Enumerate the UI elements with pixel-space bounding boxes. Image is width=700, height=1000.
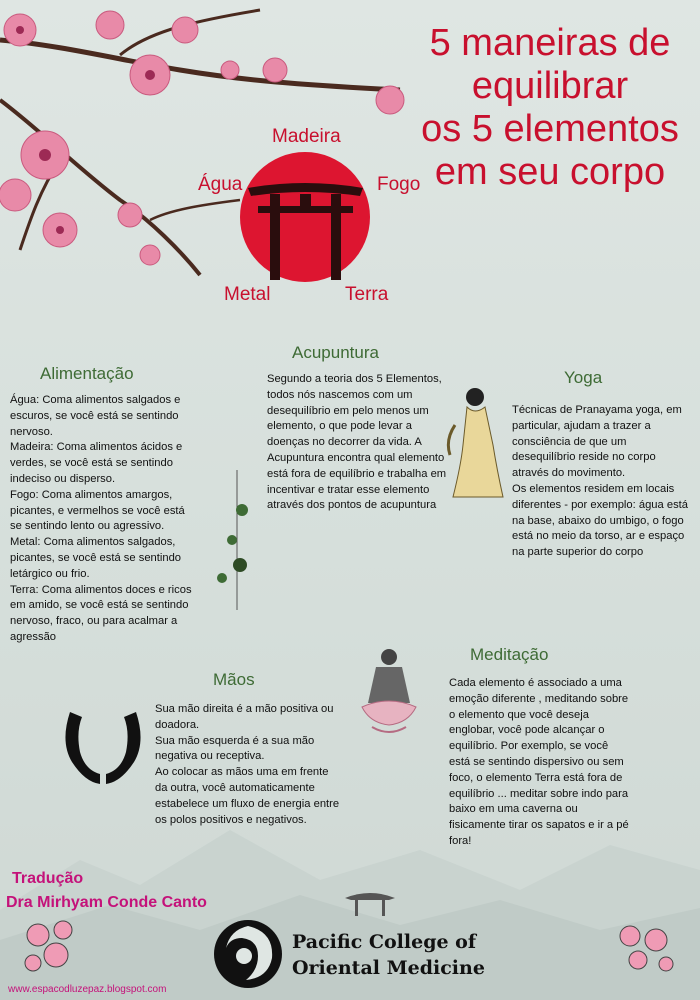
maos-paragraph-1: Sua mão direita é a mão positiva ou doadora. [155,703,334,731]
flower-cluster-icon [608,918,680,980]
needle-flowers-icon [212,470,262,610]
cupped-hands-icon [60,712,146,787]
title-line-2: equilibrar [471,65,629,107]
yoga-paragraph-2: Os elementos residem em locais diferentes - por exemplo: água está na base, abaixo do umbigo, o fogo está no meio da torso, ar e espaço na parte superior do corpo [512,482,688,559]
alimentacao-agua: Água: Coma alimentos salgados e escuros, se você está se sentindo nervoso. [10,394,181,438]
alimentacao-fogo: Fogo: Coma alimentos amargos, picantes, e vermelhos se você está se sentindo lento ou agressivo. [10,488,185,533]
title-line-1: 5 maneiras de [429,22,671,64]
pavilion-icon [345,888,395,918]
alimentacao-terra: Terra: Coma alimentos doces e ricos em amido, se você está se sentindo nervoso, fraco, ou para acalmar a agressão [10,583,192,643]
yoga-heading: Yoga [564,368,603,387]
blog-url[interactable]: www.espacodluzepaz.blogspot.com [8,984,167,995]
translation-label: Tradução [12,870,84,887]
alimentacao-text [10,393,198,646]
meditacao-text: Cada elemento é associado a uma emoção diferente , meditando sobre o elemento que você deseja englobar, você pode alcançar o equilíbrio. Por exemplo, se você está se sentindo dispersivo ou sem foco, o elemento Terra está fora de equilíbrio ... meditar sobre indo para baixo em uma caverna ou fisicamente tirar os sapatos e ir a pé fora! [449,677,629,847]
maos-text [155,702,341,828]
element-agua: Água [198,174,243,195]
alimentacao-heading: Alimentação [40,364,134,383]
geisha-icon [445,385,505,500]
element-madeira: Madeira [272,126,341,147]
title-line-3: os 5 elementos [421,108,679,150]
acupuntura-text: Segundo a teoria dos 5 Elementos, todos nós nascemos com um desequilíbrio em pelo menos um elemento, o que pode levar a doenças no decorrer da vida. A Acupuntura encontra qual elemento está fora de equilíbrio e trabalha em incentivar e tratar esse elemento através dos pontos de acupuntura [267,373,447,512]
torii-gate-icon [248,180,363,280]
alimentacao-madeira: Madeira: Coma alimentos ácidos e verdes, se você está se sentindo indeciso ou disperso. [10,441,183,485]
alimentacao-metal: Metal: Coma alimentos salgados, picantes, se você está se sentindo letárgico ou frio. [10,536,182,580]
college-logo-icon [212,918,284,990]
flower-cluster-icon [18,915,90,980]
title-line-4: em seu corpo [434,151,666,193]
college-name-line-1: Pacific College of [292,931,477,953]
page-title [400,22,700,194]
acupuntura-heading: Acupuntura [292,343,379,362]
translator-name: Dra Mirhyam Conde Canto [6,894,207,911]
maos-paragraph-3: Ao colocar as mãos uma em frente da outra, você automaticamente estabelece um fluxo de energia entre os polos positivos e negativos. [155,766,340,826]
maos-paragraph-2: Sua mão esquerda é a sua mão negativa ou receptiva. [155,734,315,763]
college-name-line-2: Oriental Medicine [292,957,485,979]
element-terra: Terra [345,284,389,305]
element-fogo: Fogo [377,174,421,195]
maos-heading: Mãos [213,670,255,689]
meditacao-heading: Meditação [470,645,549,664]
yoga-text [512,403,690,561]
buddha-lotus-icon [358,645,420,740]
element-metal: Metal [224,284,271,305]
yoga-paragraph-1: Técnicas de Pranayama yoga, em particular, ajudam a trazer a consciência de que um desequilíbrio reside no corpo através do movimento. [512,404,682,480]
